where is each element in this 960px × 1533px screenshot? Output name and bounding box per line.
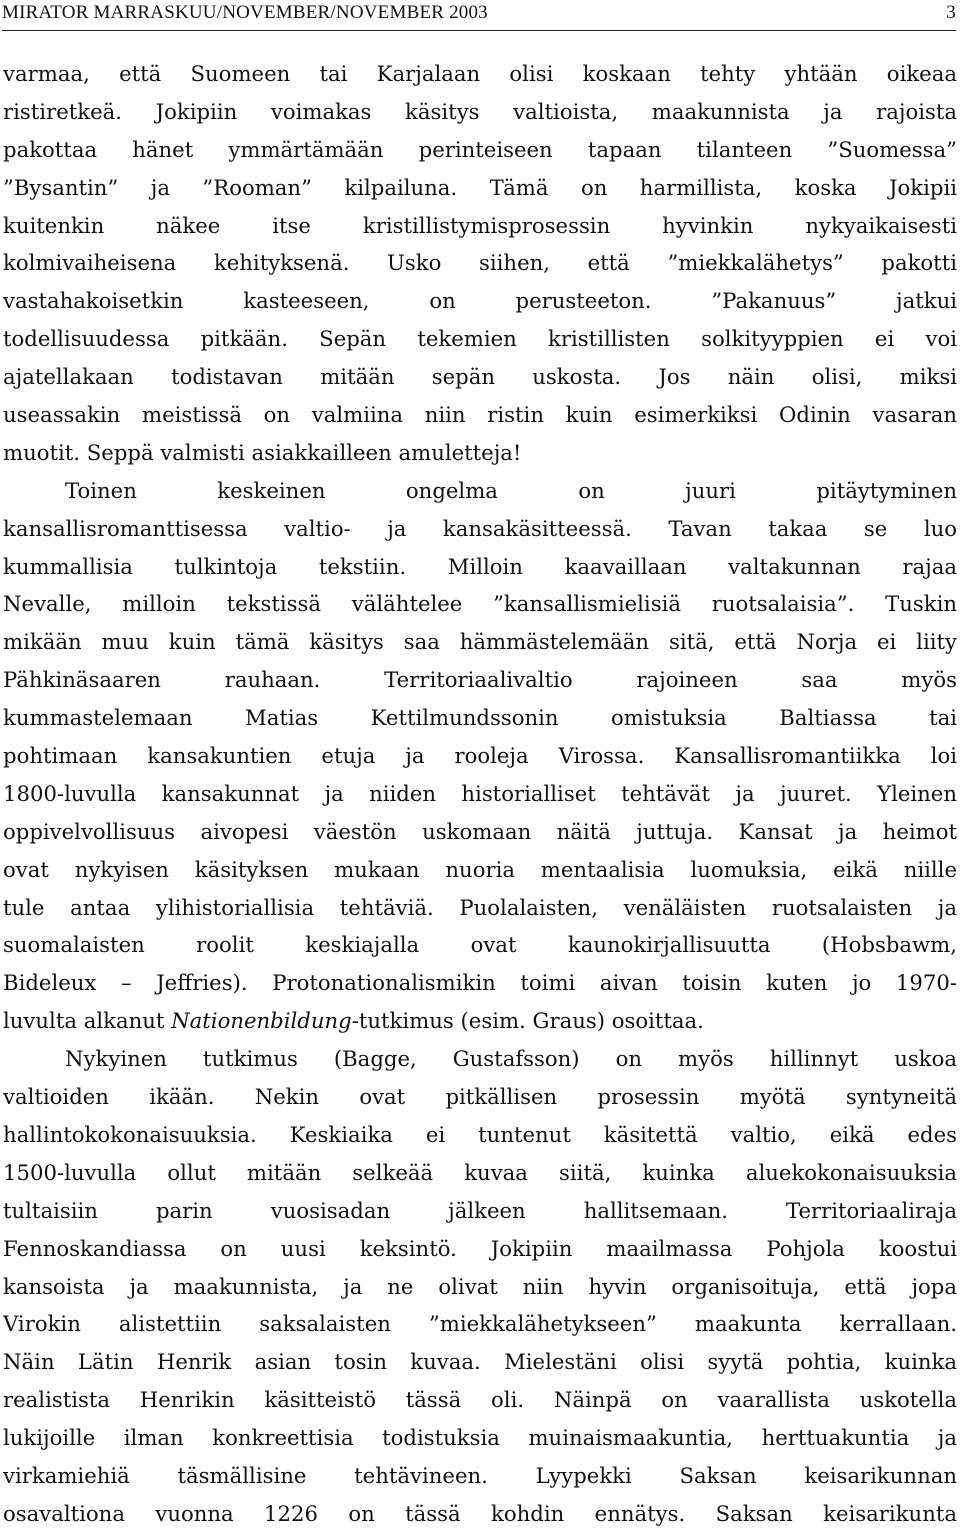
text-line: pohtimaan kansakuntien etuja ja rooleja Virossa. Kansallisromantiikka loi bbox=[3, 743, 957, 769]
text-line bbox=[3, 1002, 957, 1040]
text-line: osavaltiona vuonna 1226 on tässä kohdin ennätys. Saksan keisarikunta bbox=[3, 1500, 957, 1526]
text-line: kolmivaiheisena kehityksenä. Usko siihen, että ”miekkalähetys” pakotti bbox=[3, 250, 957, 276]
text-run: -tutkimus (esim. Graus) osoittaa. bbox=[351, 1008, 704, 1034]
text-line: Nevalle, milloin tekstissä välähtelee ”kansallismielisiä ruotsalaisia”. Tuskin bbox=[3, 591, 957, 617]
page-number: 3 bbox=[946, 2, 956, 23]
paragraph-3 bbox=[3, 1040, 957, 1533]
text-line: Nykyinen tutkimus (Bagge, Gustafsson) on myös hillinnyt uskoa bbox=[65, 1046, 957, 1072]
text-line: Fennoskandiassa on uusi keksintö. Jokipiin maailmassa Pohjola koostui bbox=[3, 1235, 957, 1261]
text-line: hallintokokonaisuuksia. Keskiaika ei tuntenut käsitettä valtio, eikä edes bbox=[3, 1121, 957, 1147]
text-line: Virokin alistettiin saksalaisten ”miekkalähetykseen” maakunta kerrallaan. bbox=[3, 1311, 957, 1337]
italic-term: Nationenbildung bbox=[171, 1008, 352, 1034]
text-line: ristiretkeä. Jokipiin voimakas käsitys valtioista, maakunnista ja rajoista bbox=[3, 98, 957, 124]
text-line: lukijoille ilman konkreettisia todistuksia muinaismaakuntia, herttuakuntia ja bbox=[3, 1425, 957, 1451]
text-line: useassakin meistissä on valmiina niin ristin kuin esimerkiksi Odinin vasaran bbox=[3, 402, 957, 428]
text-line: ovat nykyisen käsityksen mukaan nuoria mentaalisia luomuksia, eikä niille bbox=[3, 856, 957, 882]
text-line: 1500-luvulla ollut mitään selkeää kuvaa siitä, kuinka aluekokonaisuuksia bbox=[3, 1159, 957, 1185]
paragraph-1 bbox=[3, 55, 957, 472]
text-line: todellisuudessa pitkään. Sepän tekemien kristillisten solkityyppien ei voi bbox=[3, 326, 957, 352]
text-line: tultaisiin parin vuosisadan jälkeen hallitsemaan. Territoriaaliraja bbox=[3, 1197, 957, 1223]
text-line: Näin Lätin Henrik asian tosin kuvaa. Mielestäni olisi syytä pohtia, kuinka bbox=[3, 1349, 957, 1375]
text-line: realistista Henrikin käsitteistö tässä oli. Näinpä on vaarallista uskotella bbox=[3, 1387, 957, 1413]
text-line: Pähkinäsaaren rauhaan. Territoriaalivaltio rajoineen saa myös bbox=[3, 667, 957, 693]
text-line: ajatellakaan todistavan mitään sepän uskosta. Jos näin olisi, miksi bbox=[3, 364, 957, 390]
text-line: muotit. Seppä valmisti asiakkailleen amuletteja! bbox=[3, 439, 522, 465]
text-line: pakottaa hänet ymmärtämään perinteiseen tapaan tilanteen ”Suomessa” bbox=[3, 136, 957, 162]
text-line: kuitenkin näkee itse kristillistymisprosessin hyvinkin nykyaikaisesti bbox=[3, 212, 957, 238]
text-line: tule antaa ylihistoriallisia tehtäviä. Puolalaisten, venäläisten ruotsalaisten ja bbox=[3, 894, 957, 920]
body-text bbox=[3, 55, 957, 1533]
running-title: MIRATOR MARRASKUU/NOVEMBER/NOVEMBER 2003 bbox=[2, 2, 488, 23]
text-line: kummallisia tulkintoja tekstiin. Milloin kaavaillaan valtakunnan rajaa bbox=[3, 553, 957, 579]
text-line: varmaa, että Suomeen tai Karjalaan olisi koskaan tehty yhtään oikeaa bbox=[3, 61, 957, 86]
text-line: suomalaisten roolit keskiajalla ovat kaunokirjallisuutta (Hobsbawm, bbox=[3, 932, 957, 958]
text-line: kansallisromanttisessa valtio- ja kansakäsitteessä. Tavan takaa se luo bbox=[3, 515, 957, 541]
text-line: ”Bysantin” ja ”Rooman” kilpailuna. Tämä on harmillista, koska Jokipii bbox=[3, 174, 957, 200]
text-line: valtioiden ikään. Nekin ovat pitkällisen prosessin myötä syntyneitä bbox=[3, 1084, 957, 1110]
text-run: luvulta alkanut bbox=[3, 1008, 172, 1034]
text-line: Bideleux – Jeffries). Protonationalismikin toimi aivan toisin kuten jo 1970- bbox=[3, 970, 957, 996]
paragraph-2 bbox=[3, 472, 957, 1040]
text-line: virkamiehiä täsmällisine tehtävineen. Lyypekki Saksan keisarikunnan bbox=[3, 1462, 957, 1488]
text-line: kansoista ja maakunnista, ja ne olivat niin hyvin organisoituja, että jopa bbox=[3, 1273, 957, 1299]
text-line: Toinen keskeinen ongelma on juuri pitäytyminen bbox=[65, 477, 957, 503]
text-line: kummastelemaan Matias Kettilmundssonin omistuksia Baltiassa tai bbox=[3, 705, 957, 731]
text-line: 1800-luvulla kansakunnat ja niiden historialliset tehtävät ja juuret. Yleinen bbox=[3, 780, 957, 806]
text-line: mikään muu kuin tämä käsitys saa hämmästelemään sitä, että Norja ei liity bbox=[3, 629, 957, 655]
page-header bbox=[2, 0, 956, 31]
text-line: oppivelvollisuus aivopesi väestön uskomaan näitä juttuja. Kansat ja heimot bbox=[3, 818, 957, 844]
text-line: vastahakoisetkin kasteeseen, on perusteeton. ”Pakanuus” jatkui bbox=[3, 288, 957, 314]
